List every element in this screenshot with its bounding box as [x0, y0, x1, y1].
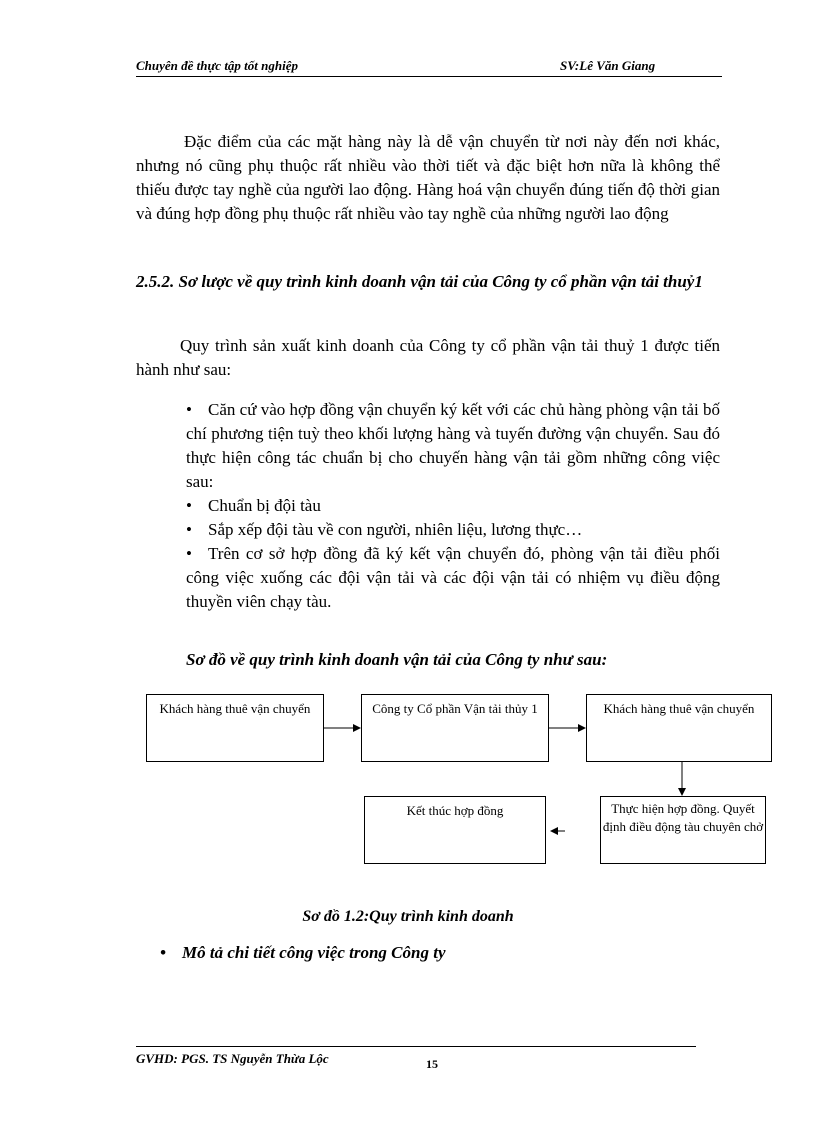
diagram-title: Sơ đồ về quy trình kinh doanh vận tải của Công ty như sau:: [186, 650, 608, 669]
diagram-caption: Sơ đồ 1.2:Quy trình kinh doanh: [302, 908, 514, 925]
box-contract-execution: Thực hiện hợp đồng. Quyết định điều động tàu chuyên chở: [600, 796, 766, 864]
box-customer-2: Khách hàng thuê vận chuyển: [586, 694, 772, 762]
arrow-left-icon: [550, 825, 566, 837]
bullet-text-mota: Mô tả chi tiết công việc trong Công ty: [182, 943, 446, 962]
bullet-text: Căn cứ vào hợp đồng vận chuyển ký kết với các chủ hàng phòng vận tải bố chí phương tiện tuỳ theo khối lượng hàng và tuyến đường vận chuyển. Sau đó thực hiện công tác chuẩn bị cho chuyến hàng vận tải gồm những công việc sau:: [186, 400, 720, 491]
paragraph-process-intro: Quy trình sản xuất kinh doanh của Công ty cổ phần vận tải thuỷ 1 được tiến hành như sau:: [136, 336, 720, 379]
bullet-text: Sắp xếp đội tàu về con người, nhiên liệu, lương thực…: [208, 520, 583, 539]
bullet-text: Trên cơ sở hợp đồng đã ký kết vận chuyển đó, phòng vận tải điều phối công việc xuống các đội vận tải và các đội vận tải có nhiệm vụ điều động thuyền viên chạy tàu.: [186, 544, 720, 611]
page-header: [136, 58, 722, 77]
page-number: 15: [426, 1057, 438, 1071]
bullet-icon: •: [186, 400, 192, 419]
arrow-right-icon: [549, 722, 587, 734]
bullet-icon: •: [186, 544, 192, 563]
bullet-item: [186, 518, 720, 542]
bullet-icon: •: [186, 520, 192, 539]
bullet-item: [186, 494, 720, 518]
bullet-text: Chuẩn bị đội tàu: [208, 496, 321, 515]
bullet-icon: •: [186, 496, 192, 515]
header-student: SV:Lê Văn Giang: [560, 58, 656, 73]
arrow-right-icon: [324, 722, 362, 734]
box-company: Công ty Cổ phần Vận tải thủy 1: [361, 694, 549, 762]
bullet-item: [186, 398, 720, 494]
box-contract-end: Kết thúc hợp đồng: [364, 796, 546, 864]
section-heading: 2.5.2. Sơ lược về quy trình kinh doanh vận tải của Công ty cổ phần vận tải thuỷ1: [136, 272, 703, 291]
footer-advisor: GVHD: PGS. TS Nguyễn Thừa Lộc: [136, 1051, 329, 1066]
header-title: Chuyên đề thực tập tốt nghiệp: [136, 58, 298, 73]
paragraph-characteristics: Đặc điểm của các mặt hàng này là dễ vận chuyển từ nơi này đến nơi khác, nhưng nó cũng phụ thuộc rất nhiều vào thời tiết và đặc biệt hơn nữa là không thể thiếu được tay nghề của người lao động. Hàng hoá vận chuyển đúng tiến độ thời gian và đúng hợp đồng phụ thuộc rất nhiều vào tay nghề của những người lao động: [136, 132, 720, 223]
page-footer: [136, 1046, 696, 1071]
bullet-item: [186, 542, 720, 614]
bullet-item: [160, 943, 446, 963]
bullet-icon: •: [160, 943, 166, 962]
arrow-down-icon: [676, 762, 688, 797]
box-customer-1: Khách hàng thuê vận chuyển: [146, 694, 324, 762]
